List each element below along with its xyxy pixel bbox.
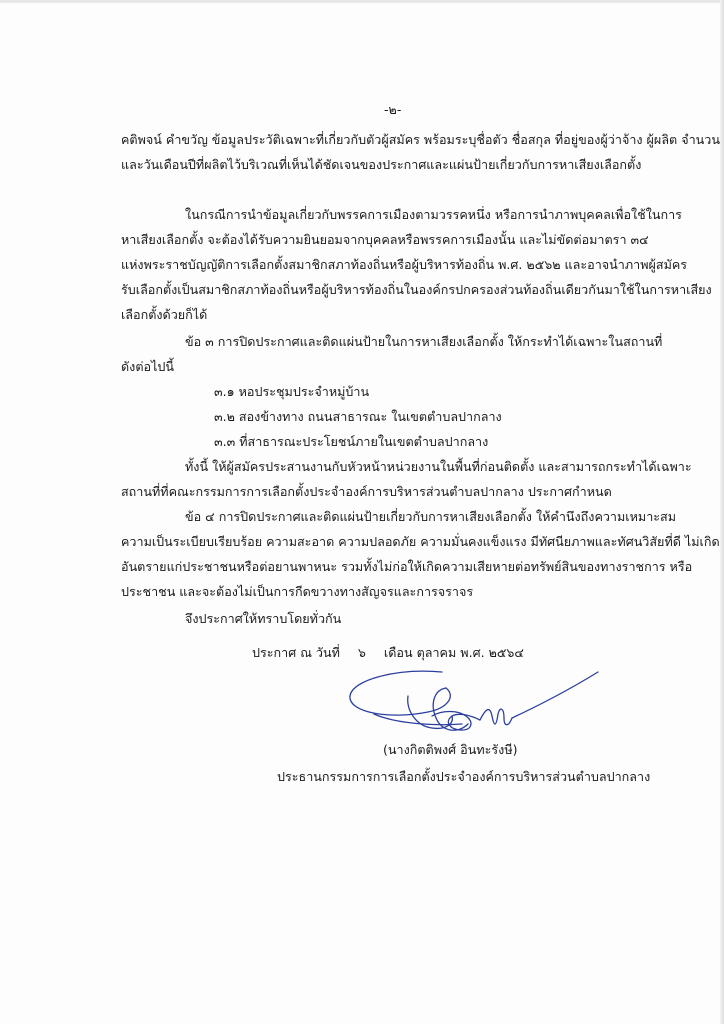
paragraph-4-line-2: สถานที่ที่คณะกรรมการการเลือกตั้งประจำองค์การบริหารส่วนตำบลปากลาง ประกาศกำหนด: [121, 484, 612, 499]
clause-3-line-2: ดังต่อไปนี้: [121, 359, 175, 374]
paragraph-2-line-4: รับเลือกตั้งเป็นสมาชิกสภาท้องถิ่นหรือผู้บริหารท้องถิ่นในองค์กรปกครองส่วนท้องถิ่นเดียวกันมาใช้ในการหาเสียง: [121, 282, 712, 297]
announcement-day: ๖: [357, 645, 366, 660]
signer-title: ประธานกรรมการการเลือกตั้งประจำองค์การบริหารส่วนตำบลปากลาง: [277, 769, 651, 784]
list-item: ๓.๒ สองข้างทาง ถนนสาธารณะ ในเขตตำบลปากลาง: [214, 409, 502, 424]
signer-name: (นางกิตติพงศ์ อินทะรังษี): [383, 742, 518, 757]
paragraph-4-line-1: ทั้งนี้ ให้ผู้สมัครประสานงานกับหัวหน้าหน่วยงานในพื้นที่ก่อนติดตั้ง และสามารถกระทำได้เฉพาะ: [185, 459, 692, 474]
list-item: ๓.๓ ที่สาธารณะประโยชน์ภายในเขตตำบลปากลาง: [214, 434, 489, 449]
paragraph-1-line-1: คติพจน์ คำขวัญ ข้อมูลประวัติเฉพาะที่เกี่ยวกับตัวผู้สมัคร พร้อมระบุชื่อตัว ชื่อสกุล ที่อยู่ของผู้ว่าจ้าง ผู้ผลิต จำนวน: [121, 132, 720, 147]
clause-3-line-1: ข้อ ๓ การปิดประกาศและติดแผ่นป้ายในการหาเสียงเลือกตั้ง ให้กระทำได้เฉพาะในสถานที่: [185, 334, 663, 349]
clause-4-line-2: ความเป็นระเบียบเรียบร้อย ความสะอาด ความปลอดภัย ความมั่นคงแข็งแรง มีทัศนียภาพและทัศนวิสัยที่ดี ไม่เกิด: [121, 534, 720, 549]
paragraph-1-line-2: และวันเดือนปีที่ผลิตไว้บริเวณที่เห็นได้ชัดเจนของประกาศและแผ่นป้ายเกี่ยวกับการหาเสียงเลือกตั้ง: [121, 157, 642, 172]
paragraph-2-line-5: เลือกตั้งด้วยก็ได้: [121, 307, 208, 322]
clause-4-line-4: ประชาชน และจะต้องไม่เป็นการกีดขวางทางสัญจรและการจราจร: [121, 584, 474, 599]
list-item: ๓.๑ หอประชุมประจำหมู่บ้าน: [214, 384, 370, 399]
page-edge-right: [720, 0, 724, 1024]
page-edge-top: [0, 0, 724, 3]
paragraph-2-line-1: ในกรณีการนำข้อมูลเกี่ยวกับพรรคการเมืองตามวรรคหนึ่ง หรือการนำภาพบุคคลเพื่อใช้ในการ: [185, 207, 682, 222]
closing-statement: จึงประกาศให้ทราบโดยทั่วกัน: [185, 611, 342, 626]
paragraph-2-line-2: หาเสียงเลือกตั้ง จะต้องได้รับความยินยอมจากบุคคลหรือพรรคการเมืองนั้น และไม่ขัดต่อมาตรา ๓๔: [121, 232, 649, 247]
announcement-date: [252, 644, 538, 662]
announcement-month-year: เดือน ตุลาคม พ.ศ. ๒๕๖๔: [383, 645, 524, 660]
clause-4-line-1: ข้อ ๔ การปิดประกาศและติดแผ่นป้ายเกี่ยวกับการหาเสียงเลือกตั้ง ให้คำนึงถึงความเหมาะสม: [185, 509, 677, 524]
paragraph-2-line-3: แห่งพระราชบัญญัติการเลือกตั้งสมาชิกสภาท้องถิ่นหรือผู้บริหารท้องถิ่น พ.ศ. ๒๕๖๒ และอาจนำภาพผู้สมัคร: [121, 257, 688, 272]
clause-4-line-3: อันตรายแก่ประชาชนหรือต่อยานพาหนะ รวมทั้งไม่ก่อให้เกิดความเสียหายต่อทรัพย์สินของทางราชการ หรือ: [121, 559, 693, 574]
announcement-prefix: ประกาศ ณ วันที่: [252, 645, 340, 660]
signature-image: [346, 666, 606, 742]
page-number: -๒-: [384, 102, 402, 117]
